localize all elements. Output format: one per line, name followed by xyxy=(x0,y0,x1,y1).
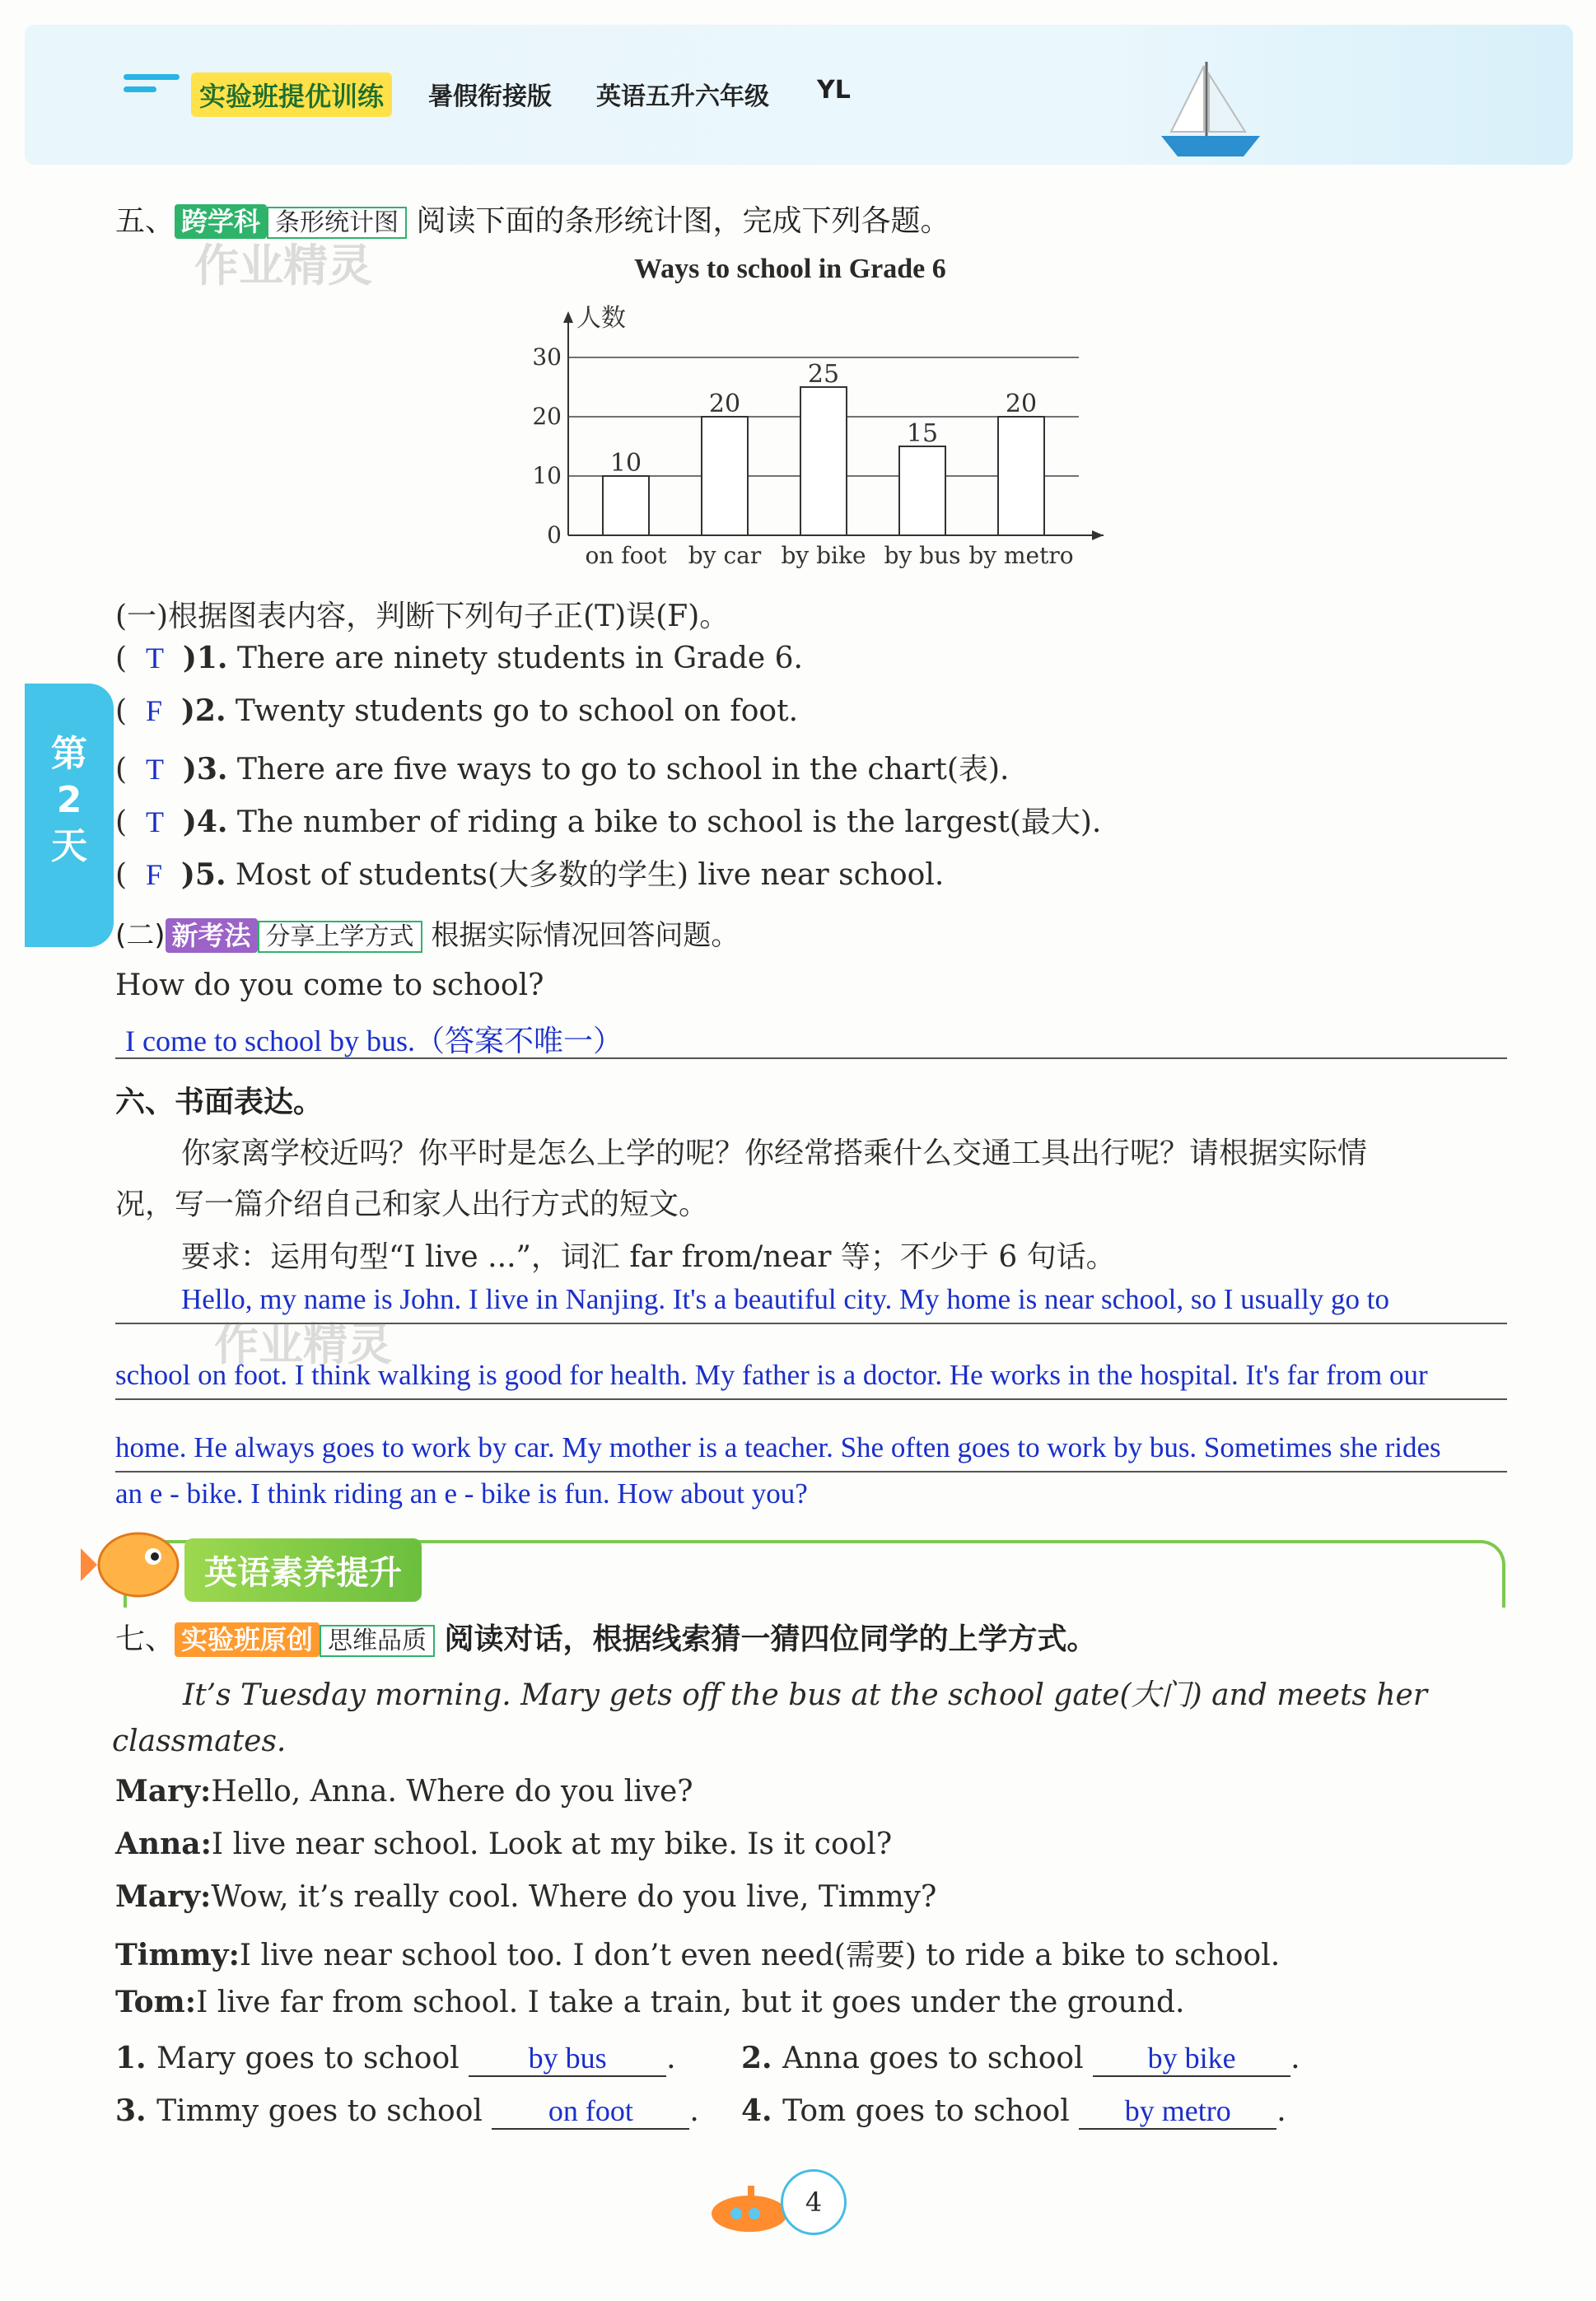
essay-line-3: home. He always goes to work by car. My mother is a teacher. She often goes to work by bus. Sometimes she rides xyxy=(115,1431,1441,1463)
blank-item: 1. Mary goes to school by bus . xyxy=(115,2041,676,2075)
speaker: Timmy: xyxy=(115,1938,240,1972)
speaker: Anna: xyxy=(115,1827,212,1861)
section6-heading: 六、书面表达。 xyxy=(115,1085,324,1119)
sailboat-icon xyxy=(1153,58,1268,165)
speaker: Tom: xyxy=(115,1985,197,2019)
header-decoration xyxy=(124,74,180,107)
y-tick-label: 20 xyxy=(532,403,562,430)
blank-text: Mary goes to school xyxy=(156,2042,469,2075)
dialogue-text: I live near school too. I don’t even need(需要) to ride a bike to school. xyxy=(239,1939,1281,1972)
section5-tag: 跨学科 xyxy=(175,204,267,239)
tf-item: ( F )2. Twenty students go to school on foot. xyxy=(115,693,799,728)
bar-chart xyxy=(511,296,1136,576)
essay-line-1: Hello, my name is John. I live in Nanjing. It's a beautiful city. My home is near school, so I usually go to xyxy=(181,1283,1389,1315)
x-tick-label: by bike xyxy=(781,542,866,569)
section7-intro-2: classmates. xyxy=(112,1725,287,1758)
x-tick-label: by metro xyxy=(968,542,1074,569)
tf-item: ( T )1. There are ninety students in Grade 6. xyxy=(115,641,803,675)
section6-prompt-1: 你家离学校近吗？你平时是怎么上学的呢？你经常搭乘什么交通工具出行呢？请根据实际情 xyxy=(181,1136,1368,1170)
speaker: Mary: xyxy=(115,1774,212,1809)
dialogue-text: I live far from school. I take a train, but it goes under the ground. xyxy=(196,1986,1185,2019)
blank-answer: by metro xyxy=(1079,2093,1276,2130)
blank-number: 3. xyxy=(115,2093,157,2128)
bar xyxy=(603,476,649,535)
tf-text: The number of riding a bike to school is the largest(最大). xyxy=(227,805,1102,839)
x-tick-label: on foot xyxy=(585,542,667,569)
speaker: Mary: xyxy=(115,1879,212,1914)
section5-tag-sub: 条形统计图 xyxy=(267,207,407,239)
fish-icon xyxy=(81,1519,196,1610)
bar-value-label: 25 xyxy=(807,360,840,389)
tf-answer: T xyxy=(145,642,164,674)
tf-item: ( F )5. Most of students(大多数的学生) live near school. xyxy=(115,857,945,892)
blank-answer: by bus xyxy=(469,2041,666,2077)
bar xyxy=(800,387,847,535)
tf-answer: T xyxy=(145,805,164,838)
y-tick-label: 10 xyxy=(532,462,562,489)
chart-ylabel: 人数 xyxy=(576,304,626,333)
dialogue-line xyxy=(115,1774,1280,1827)
tf-number: )5. xyxy=(180,857,226,892)
tf-answer: F xyxy=(145,694,162,727)
x-axis-arrow xyxy=(1092,530,1104,540)
subject-label: 英语五升六年级 xyxy=(596,82,769,111)
publisher-label: YL xyxy=(817,76,851,105)
answer-line xyxy=(115,1057,1507,1059)
section5-heading: 五、 跨学科 条形统计图 阅读下面的条形统计图，完成下列各题。 xyxy=(115,204,950,238)
section7-intro-1: It’s Tuesday morning. Mary gets off the bus at the school gate(大门) and meets her xyxy=(183,1678,1428,1712)
tf-answer: F xyxy=(145,858,162,891)
question-text: How do you come to school? xyxy=(115,968,544,1002)
blank-text: Tom goes to school xyxy=(782,2094,1080,2128)
part1-title: (一)根据图表内容，判断下列句子正(T)误(F)。 xyxy=(115,600,730,633)
tf-item: ( T )4. The number of riding a bike to school is the largest(最大). xyxy=(115,805,1102,839)
question-answer: I come to school by bus.（答案不唯一） xyxy=(125,1024,623,1057)
blank-number: 1. xyxy=(115,2041,157,2075)
dialogue-line xyxy=(115,1827,1280,1879)
y-tick-label: 0 xyxy=(547,521,562,548)
bar-value-label: 15 xyxy=(906,419,939,448)
blank-number: 2. xyxy=(741,2041,783,2075)
tf-text: There are five ways to go to school in the chart(表). xyxy=(227,753,1010,786)
tf-number: )2. xyxy=(180,693,226,728)
section6-prompt-2: 况，写一篇介绍自己和家人出行方式的短文。 xyxy=(115,1188,709,1221)
brand-title: 实验班提优训练 xyxy=(191,72,392,117)
tf-text: Most of students(大多数的学生) live near school. xyxy=(226,858,945,892)
watermark: 作业精灵 xyxy=(194,240,372,292)
banner-label: 英语素养提升 xyxy=(184,1538,422,1602)
tf-number: )1. xyxy=(182,641,228,675)
day-side-tab: 第 2 天 xyxy=(25,684,114,947)
y-axis-arrow xyxy=(563,311,573,323)
section7-heading: 七、 实验班原创 思维品质 阅读对话，根据线索猜一猜四位同学的上学方式。 xyxy=(115,1622,1097,1656)
blank-item: 2. Anna goes to school by bike . xyxy=(741,2041,1300,2075)
blank-text: Anna goes to school xyxy=(782,2042,1094,2075)
dialogue-text: I live near school. Look at my bike. Is it cool? xyxy=(211,1827,893,1861)
x-tick-label: by car xyxy=(688,542,762,569)
dialogue-line xyxy=(115,1932,1280,1985)
blank-item: 3. Timmy goes to school on foot . xyxy=(115,2093,699,2128)
blank-number: 4. xyxy=(741,2093,783,2128)
dialogue-line xyxy=(115,1985,1280,2037)
part2-heading: (二) 新考法 分享上学方式 根据实际情况回答问题。 xyxy=(115,919,740,952)
tf-text: Twenty students go to school on foot. xyxy=(226,694,799,728)
blank-answer: on foot xyxy=(492,2093,689,2130)
edition-label: 暑假衔接版 xyxy=(428,82,552,111)
tf-text: There are ninety students in Grade 6. xyxy=(227,642,803,675)
bar xyxy=(702,417,748,535)
writing-line xyxy=(115,1471,1507,1473)
blank-answer: by bike xyxy=(1093,2041,1290,2077)
tf-number: )3. xyxy=(182,752,228,786)
bar xyxy=(998,417,1044,535)
tf-number: )4. xyxy=(182,805,228,839)
bar-value-label: 10 xyxy=(609,449,642,478)
blank-item: 4. Tom goes to school by metro . xyxy=(741,2093,1286,2128)
tf-answer: T xyxy=(145,753,164,786)
tf-item: ( T )3. There are five ways to go to school in the chart(表). xyxy=(115,752,1010,786)
bar-value-label: 20 xyxy=(708,390,741,418)
x-tick-label: by bus xyxy=(884,542,961,569)
bar xyxy=(899,446,945,535)
watermark: 作业精灵 xyxy=(214,1319,392,1370)
dialogue xyxy=(115,1774,1280,2037)
blank-text: Timmy goes to school xyxy=(156,2094,492,2128)
chart-title: Ways to school in Grade 6 xyxy=(634,254,946,284)
y-tick-label: 30 xyxy=(532,343,562,371)
dialogue-text: Hello, Anna. Where do you live? xyxy=(211,1775,693,1809)
dialogue-text: Wow, it’s really cool. Where do you live, Timmy? xyxy=(211,1880,937,1914)
bar-value-label: 20 xyxy=(1005,390,1038,418)
essay-line-2: school on foot. I think walking is good for health. My father is a doctor. He works in the hospital. It's far from our xyxy=(115,1359,1428,1391)
writing-line xyxy=(115,1398,1507,1400)
dialogue-line xyxy=(115,1879,1280,1932)
essay-line-4: an e - bike. I think riding an e - bike is fun. How about you? xyxy=(115,1477,808,1510)
true-false-list xyxy=(115,641,1101,904)
section6-requirement: 要求：运用句型“I live ...”，词汇 far from/near 等；不少于 6 句话。 xyxy=(181,1240,1116,1274)
page-number: 4 xyxy=(781,2169,847,2235)
